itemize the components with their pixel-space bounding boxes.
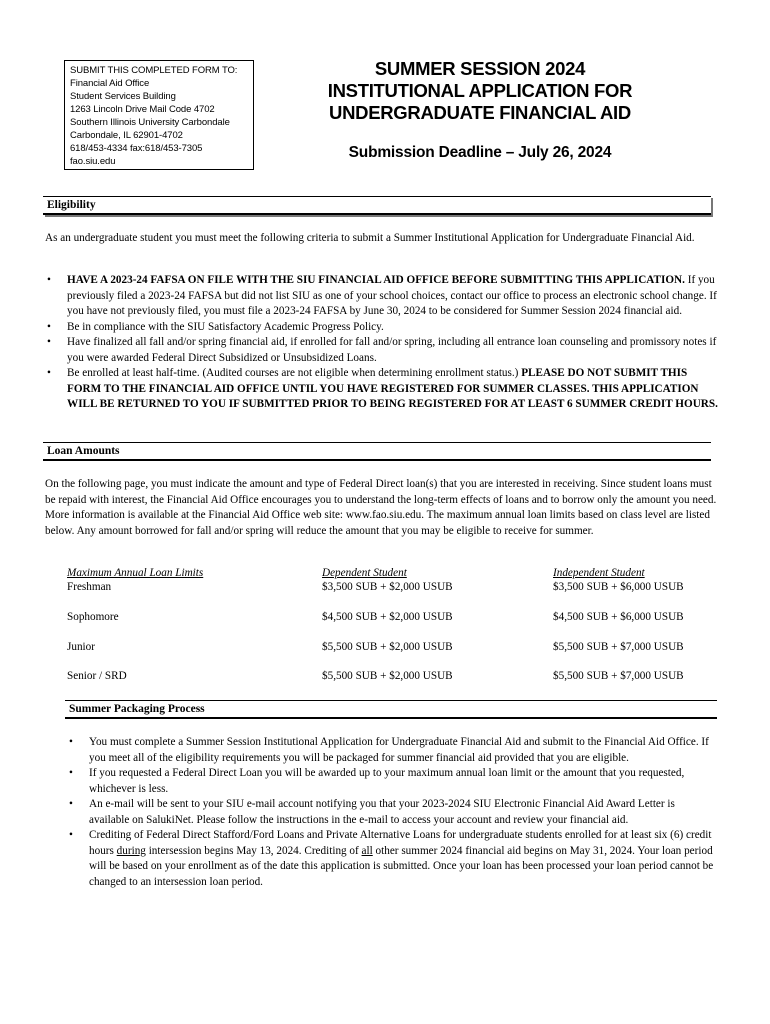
address-line: Financial Aid Office <box>70 78 150 89</box>
eligibility-heading: Eligibility <box>43 196 711 215</box>
submission-deadline: Submission Deadline – July 26, 2024 <box>348 144 612 161</box>
address-line: Southern Illinois University Carbondale <box>70 117 230 128</box>
title-line-1: SUMMER SESSION 2024 <box>374 58 586 79</box>
list-item: • HAVE A 2023-24 FAFSA ON FILE WITH THE SIU FINANCIAL AID OFFICE BEFORE SUBMITTING THIS APPLICATION. If you previously filed a 2023-24 FAFSA but did not list SIU as one of your school choices, contact our office to process an electronic school change. If you have not previously filed, you must file a 2023-24 FAFSA by June 30, 2024 to be considered for Summer Session 2024 financial aid. <box>43 273 723 320</box>
summer-packaging-heading: Summer Packaging Process <box>65 700 717 719</box>
loan-amounts-paragraph: On the following page, you must indicate the amount and type of Federal Direct loan(s) that you are interested in receiving. Since student loans must be repaid with interest, the Financial Aid Office encourages you to understand the long-term effects of loans and to borrow only the amount you need. More information is available at the Financial Aid Office web site: www.fao.siu.edu. The maximum annual loan limits based on class level are listed below. Any amount borrowed for fall and/or spring will reduce the amount that you may be eligible to receive for summer. <box>45 478 717 537</box>
column-header: Maximum Annual Loan Limits <box>67 567 204 579</box>
address-line: fao.siu.edu <box>70 156 116 167</box>
list-item: • Crediting of Federal Direct Stafford/Ford Loans and Private Alternative Loans for undergraduate students enrolled for at least six (6) credit hours during intersession begins May 13, 2024. Crediting of all other summer 2024 financial aid begins on May 31, 2024. Your loan period will be based on your enrollment as of the date this application is submitted. Once your loan has been processed your loan period cannot be changed to an intersession loan period. <box>65 828 715 890</box>
address-line: Carbondale, IL 62901-4702 <box>70 130 183 141</box>
list-item: • An e-mail will be sent to your SIU e-mail account notifying you that your 2023-2024 SIU Electronic Financial Aid Award Letter is available on SalukiNet. Please follow the instructions in the e-mail to access your account and review your financial aid. <box>65 797 715 828</box>
list-item: • You must complete a Summer Session Institutional Application for Undergraduate Financial Aid and submit to the Financial Aid Office. If you meet all of the eligibility requirements you will be packaged for summer financial aid provided that you are eligible. <box>65 735 715 766</box>
column-header: Dependent Student <box>322 567 407 579</box>
title-line-2: INSTITUTIONAL APPLICATION FOR <box>327 80 633 101</box>
address-line: 1263 Lincoln Drive Mail Code 4702 <box>70 104 215 115</box>
eligibility-criteria-list <box>43 273 723 413</box>
address-line: 618/453-4334 fax:618/453-7305 <box>70 143 203 154</box>
table-row: Senior / SRD $5,500 SUB + $2,000 USUB $5,500 SUB + $7,000 USUB <box>67 670 684 682</box>
packaging-process-list <box>65 735 715 890</box>
loan-amounts-heading: Loan Amounts <box>43 442 711 461</box>
title-line-3: UNDERGRADUATE FINANCIAL AID <box>329 102 631 123</box>
list-item: • Be enrolled at least half-time. (Audited courses are not eligible when determining enrollment status.) PLEASE DO NOT SUBMIT THIS FORM TO THE FINANCIAL AID OFFICE UNTIL YOU HAVE REGISTERED FOR SUMMER CLASSES. THIS APPLICATION WILL BE RETURNED TO YOU IF SUBMITTED PRIOR TO BEING REGISTERED FOR AT LEAST 6 SUMMER CREDIT HOURS. <box>43 366 723 413</box>
submission-address-box <box>64 60 254 170</box>
address-line: SUBMIT THIS COMPLETED FORM TO: <box>70 65 238 76</box>
table-row: Sophomore $4,500 SUB + $2,000 USUB $4,500 SUB + $6,000 USUB <box>67 611 684 623</box>
list-item: • If you requested a Federal Direct Loan you will be awarded up to your maximum annual loan limit or the amount that you requested, whichever is less. <box>65 766 715 797</box>
list-item: • Be in compliance with the SIU Satisfactory Academic Progress Policy. <box>43 320 723 336</box>
address-line: Student Services Building <box>70 91 176 102</box>
list-item: • Have finalized all fall and/or spring financial aid, if enrolled for fall and/or spring, including all entrance loan counseling and promissory notes if you were awarded Federal Direct Subsidized or Unsubsidized Loans. <box>43 335 723 366</box>
column-header: Independent Student <box>553 567 645 579</box>
page-title <box>300 58 660 162</box>
table-row: Junior $5,500 SUB + $2,000 USUB $5,500 SUB + $7,000 USUB <box>67 641 684 653</box>
table-row: Freshman $3,500 SUB + $2,000 USUB $3,500 SUB + $6,000 USUB <box>67 581 684 593</box>
eligibility-intro: As an undergraduate student you must meet the following criteria to submit a Summer Institutional Application for Undergraduate Financial Aid. <box>45 232 695 244</box>
